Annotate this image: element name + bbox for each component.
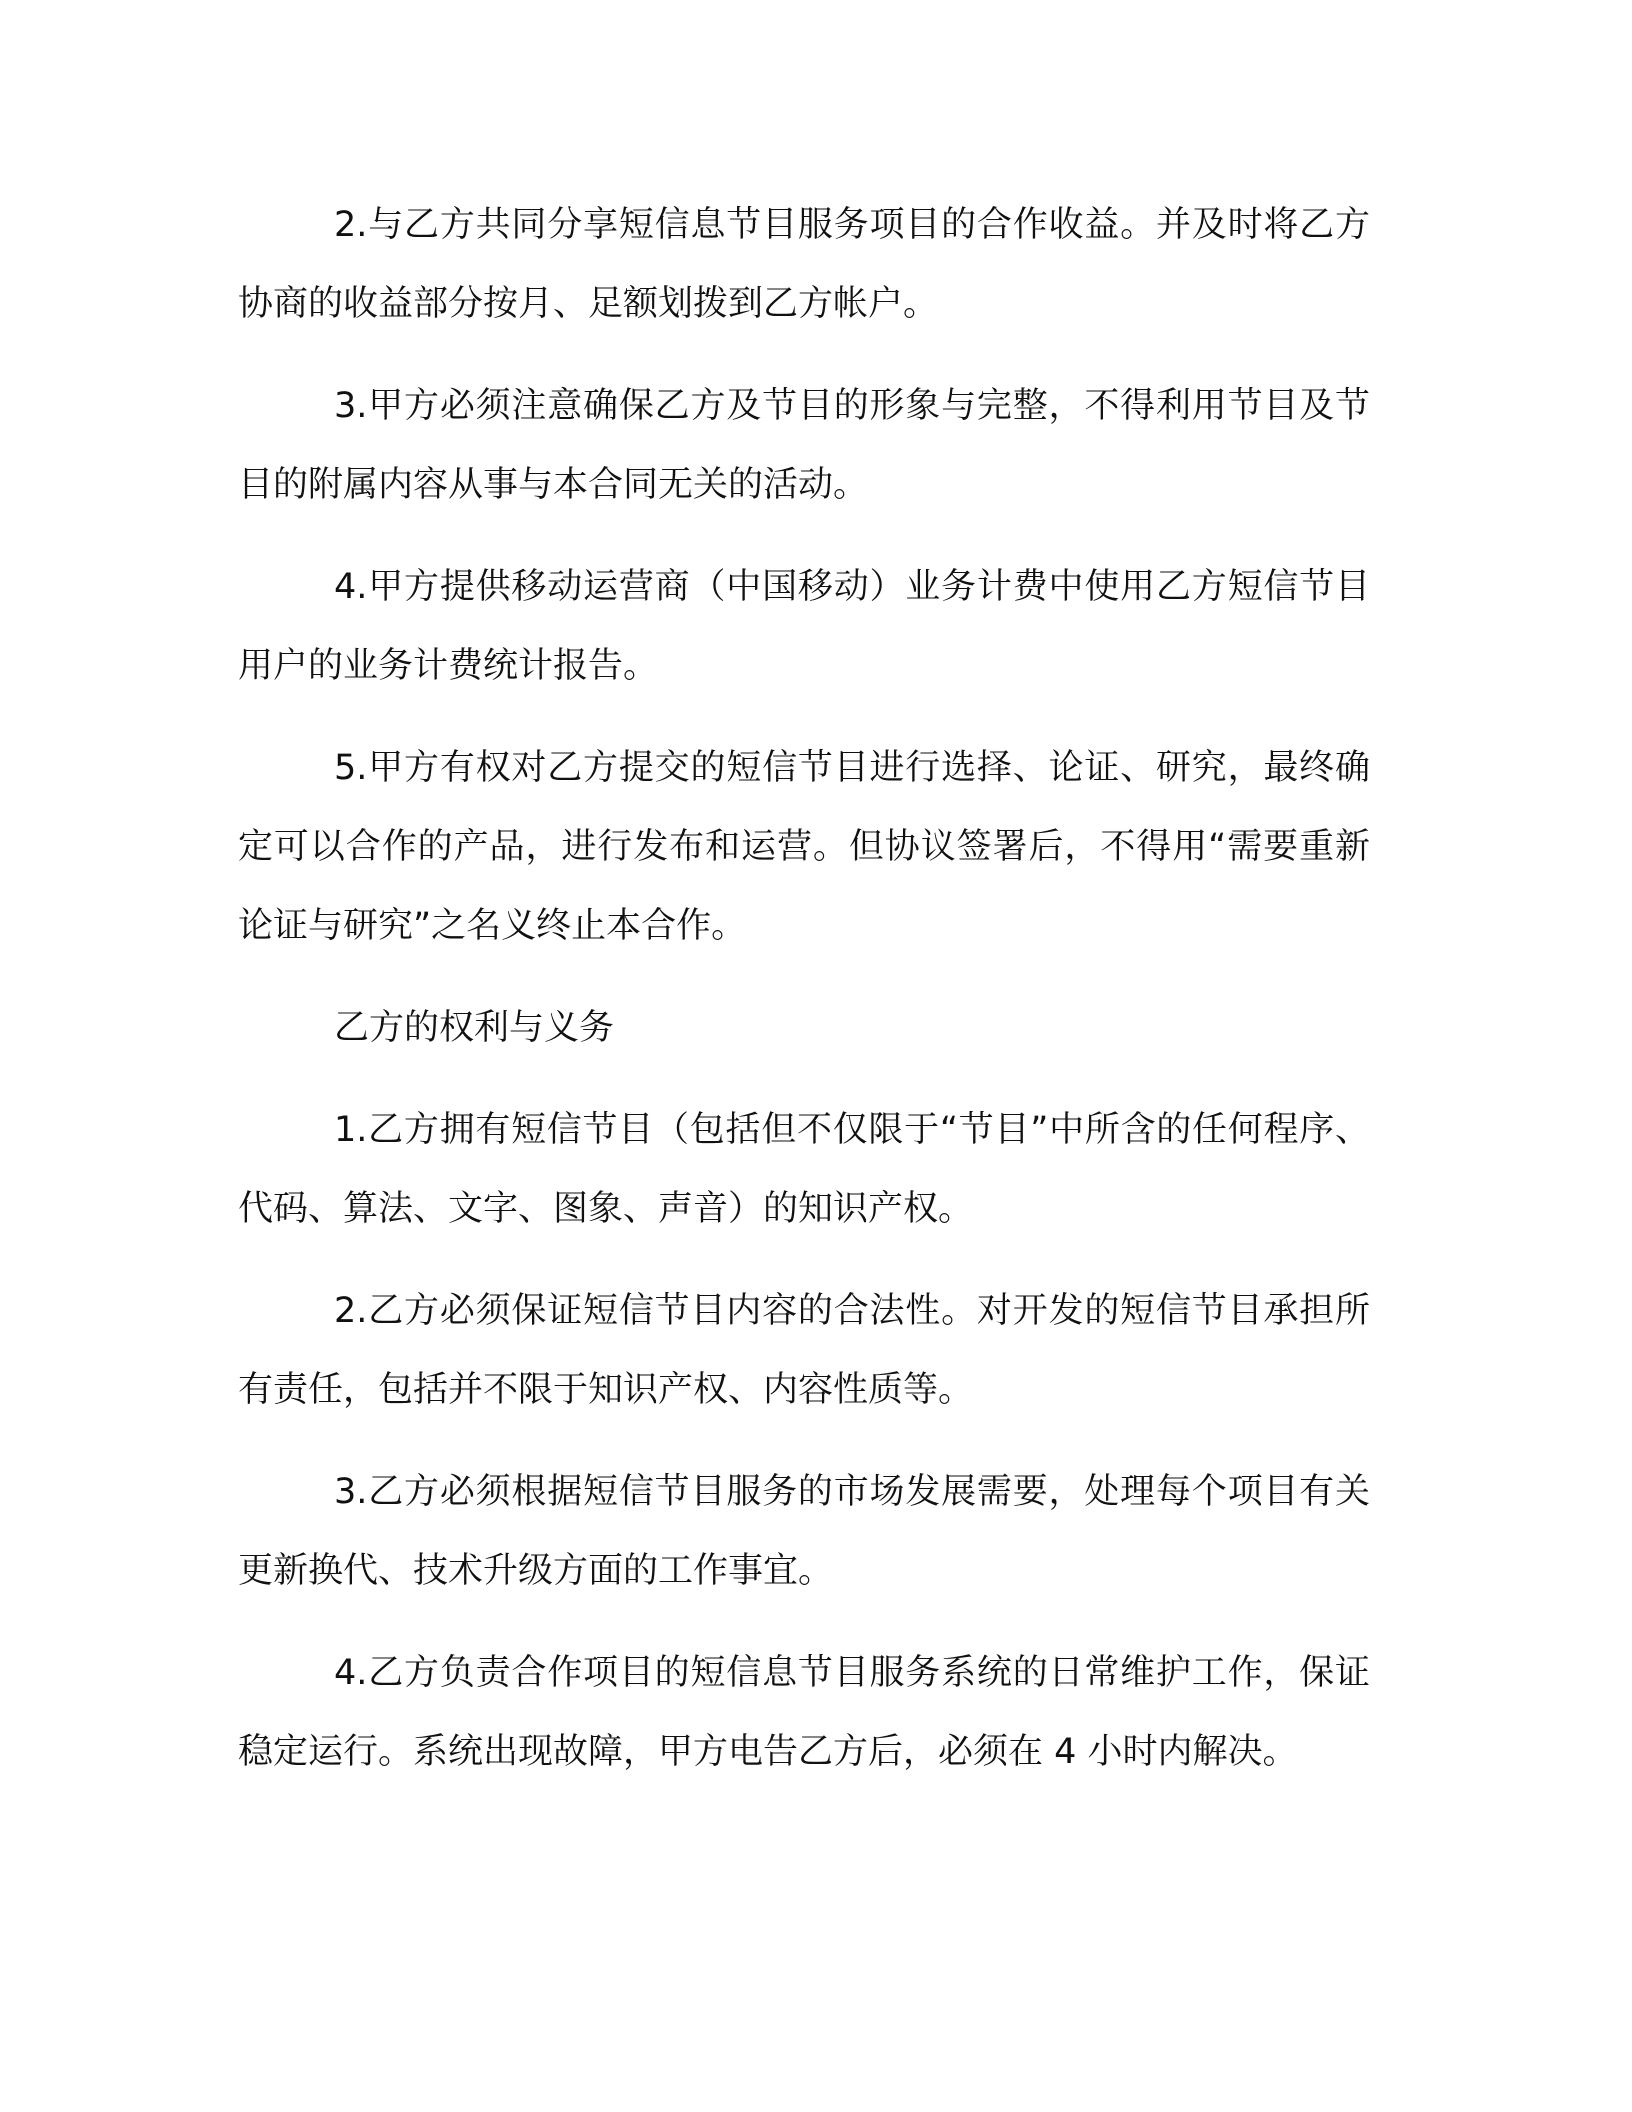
paragraph-party-a-3: 3.甲方必须注意确保乙方及节目的形象与完整，不得利用节目及节目的附属内容从事与本合同无关的活动。: [238, 386, 1370, 505]
paragraph-party-a-5: 5.甲方有权对乙方提交的短信节目进行选择、论证、研究，最终确定可以合作的产品，进行发布和运营。但协议签署后，不得用“需要重新论证与研究”之名义终止本合作。: [238, 748, 1370, 946]
paragraph-party-a-4: 4.甲方提供移动运营商（中国移动）业务计费中使用乙方短信节目用户的业务计费统计报告。: [238, 567, 1370, 686]
paragraph-party-b-3: 3.乙方必须根据短信节目服务的市场发展需要，处理每个项目有关更新换代、技术升级方面的工作事宜。: [238, 1472, 1370, 1591]
paragraph-party-b-4: 4.乙方负责合作项目的短信息节目服务系统的日常维护工作，保证稳定运行。系统出现故障，甲方电告乙方后，必须在 4 小时内解决。: [238, 1653, 1370, 1772]
section-heading-party-b: 乙方的权利与义务: [334, 1008, 615, 1048]
paragraph-party-b-1: 1.乙方拥有短信节目（包括但不仅限于“节目”中所含的任何程序、代码、算法、文字、图象、声音）的知识产权。: [238, 1110, 1370, 1229]
paragraph-party-a-2: 2.与乙方共同分享短信息节目服务项目的合作收益。并及时将乙方协商的收益部分按月、足额划拨到乙方帐户。: [238, 205, 1370, 324]
document-body: [238, 186, 1370, 1815]
paragraph-party-b-2: 2.乙方必须保证短信节目内容的合法性。对开发的短信节目承担所有责任，包括并不限于知识产权、内容性质等。: [238, 1291, 1370, 1410]
